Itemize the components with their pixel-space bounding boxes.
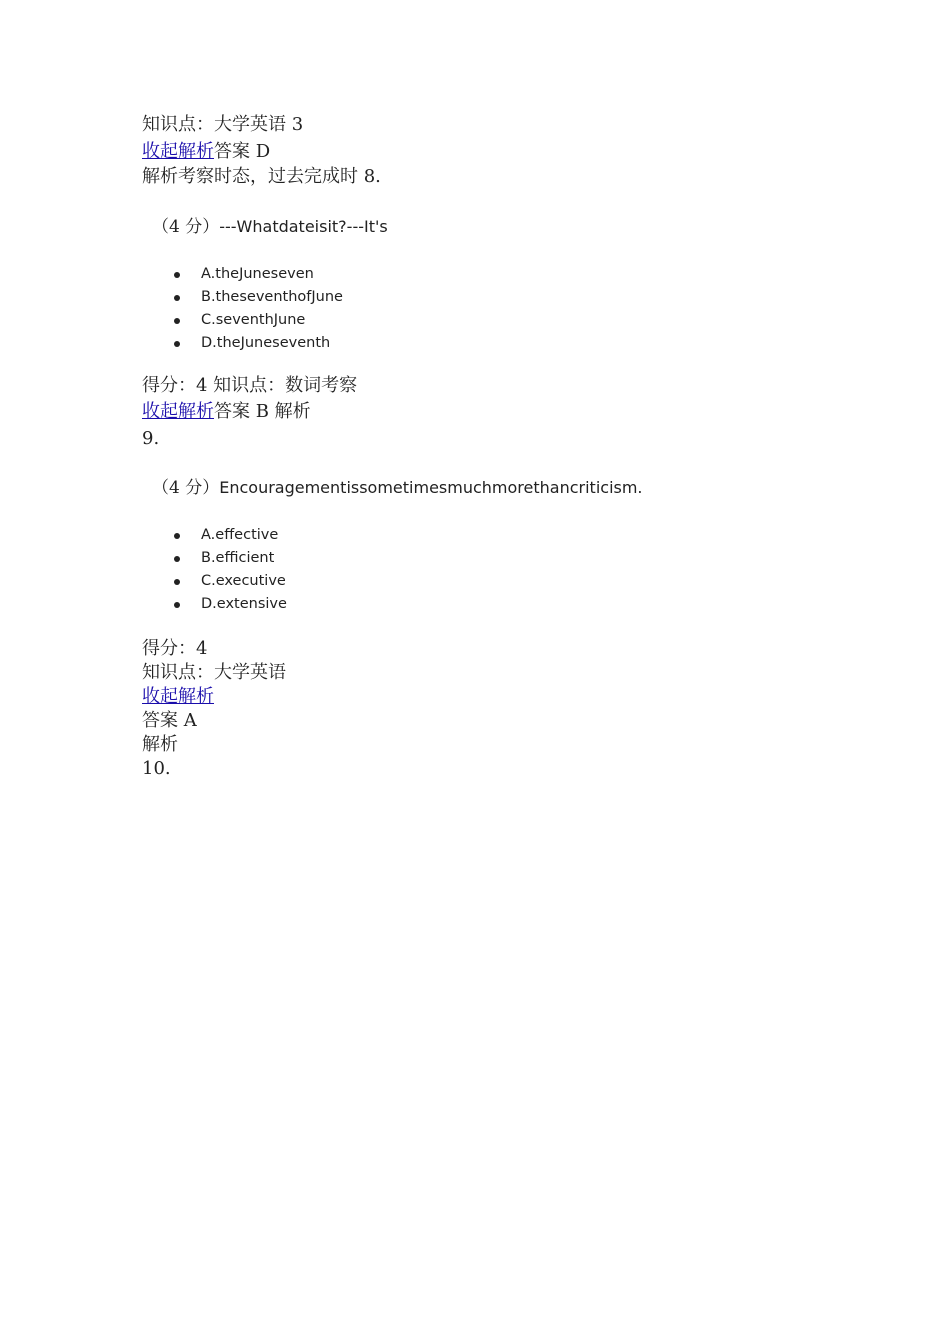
option-a[interactable]: A.effective xyxy=(172,524,287,547)
analysis-text: 解析考察时态，过去完成时 8. xyxy=(142,166,381,187)
analysis-line: 解析 xyxy=(142,734,178,755)
bullet-icon xyxy=(174,556,180,562)
question-text: Encouragementissometimesmuchmorethancriticism. xyxy=(219,478,643,497)
option-c[interactable]: C.seventhJune xyxy=(172,309,343,332)
option-c[interactable]: C.executive xyxy=(172,570,287,593)
question-number: 10. xyxy=(142,758,171,779)
collapse-answer-line xyxy=(142,400,311,424)
question-score-tag: （4 分） xyxy=(152,478,220,498)
bullet-icon xyxy=(174,579,180,585)
question-number: 9. xyxy=(142,428,160,449)
option-b[interactable]: B.theseventhofJune xyxy=(172,286,343,309)
question-score-tag: （4 分） xyxy=(152,217,220,237)
collapse-analysis-link[interactable]: 收起解析 xyxy=(142,401,214,422)
bullet-icon xyxy=(174,295,180,301)
bullet-icon xyxy=(174,533,180,539)
option-b[interactable]: B.efficient xyxy=(172,547,287,570)
bullet-icon xyxy=(174,272,180,278)
collapse-analysis-line xyxy=(142,685,214,709)
answer-text: 答案 B 解析 xyxy=(214,401,311,422)
option-a[interactable]: A.theJuneseven xyxy=(172,263,343,286)
option-d[interactable]: D.extensive xyxy=(172,593,287,616)
score-knowledge-text: 得分：4 知识点：数词考察 xyxy=(142,375,358,396)
bullet-icon xyxy=(174,602,180,608)
collapse-analysis-link[interactable]: 收起解析 xyxy=(142,141,214,162)
bullet-icon xyxy=(174,341,180,347)
knowledge-point-text: 知识点：大学英语 3 xyxy=(142,114,304,135)
bullet-icon xyxy=(174,318,180,324)
analysis-line xyxy=(142,165,381,189)
answer-line: 答案 A xyxy=(142,710,197,731)
question-9-options xyxy=(172,524,287,616)
option-d[interactable]: D.theJuneseventh xyxy=(172,332,343,355)
collapse-analysis-link[interactable]: 收起解析 xyxy=(142,686,214,707)
knowledge-point-line xyxy=(142,113,303,137)
question-8-options xyxy=(172,263,343,355)
question-text: ---Whatdateisit?---It's xyxy=(219,217,388,236)
answer-text: 答案 D xyxy=(214,141,271,162)
question-9-stem xyxy=(152,476,643,500)
question-8-stem xyxy=(152,215,388,239)
score-line: 得分：4 xyxy=(142,638,208,659)
score-knowledge-line xyxy=(142,374,357,398)
knowledge-point-line: 知识点：大学英语 xyxy=(142,662,286,683)
collapse-answer-line xyxy=(142,140,270,164)
